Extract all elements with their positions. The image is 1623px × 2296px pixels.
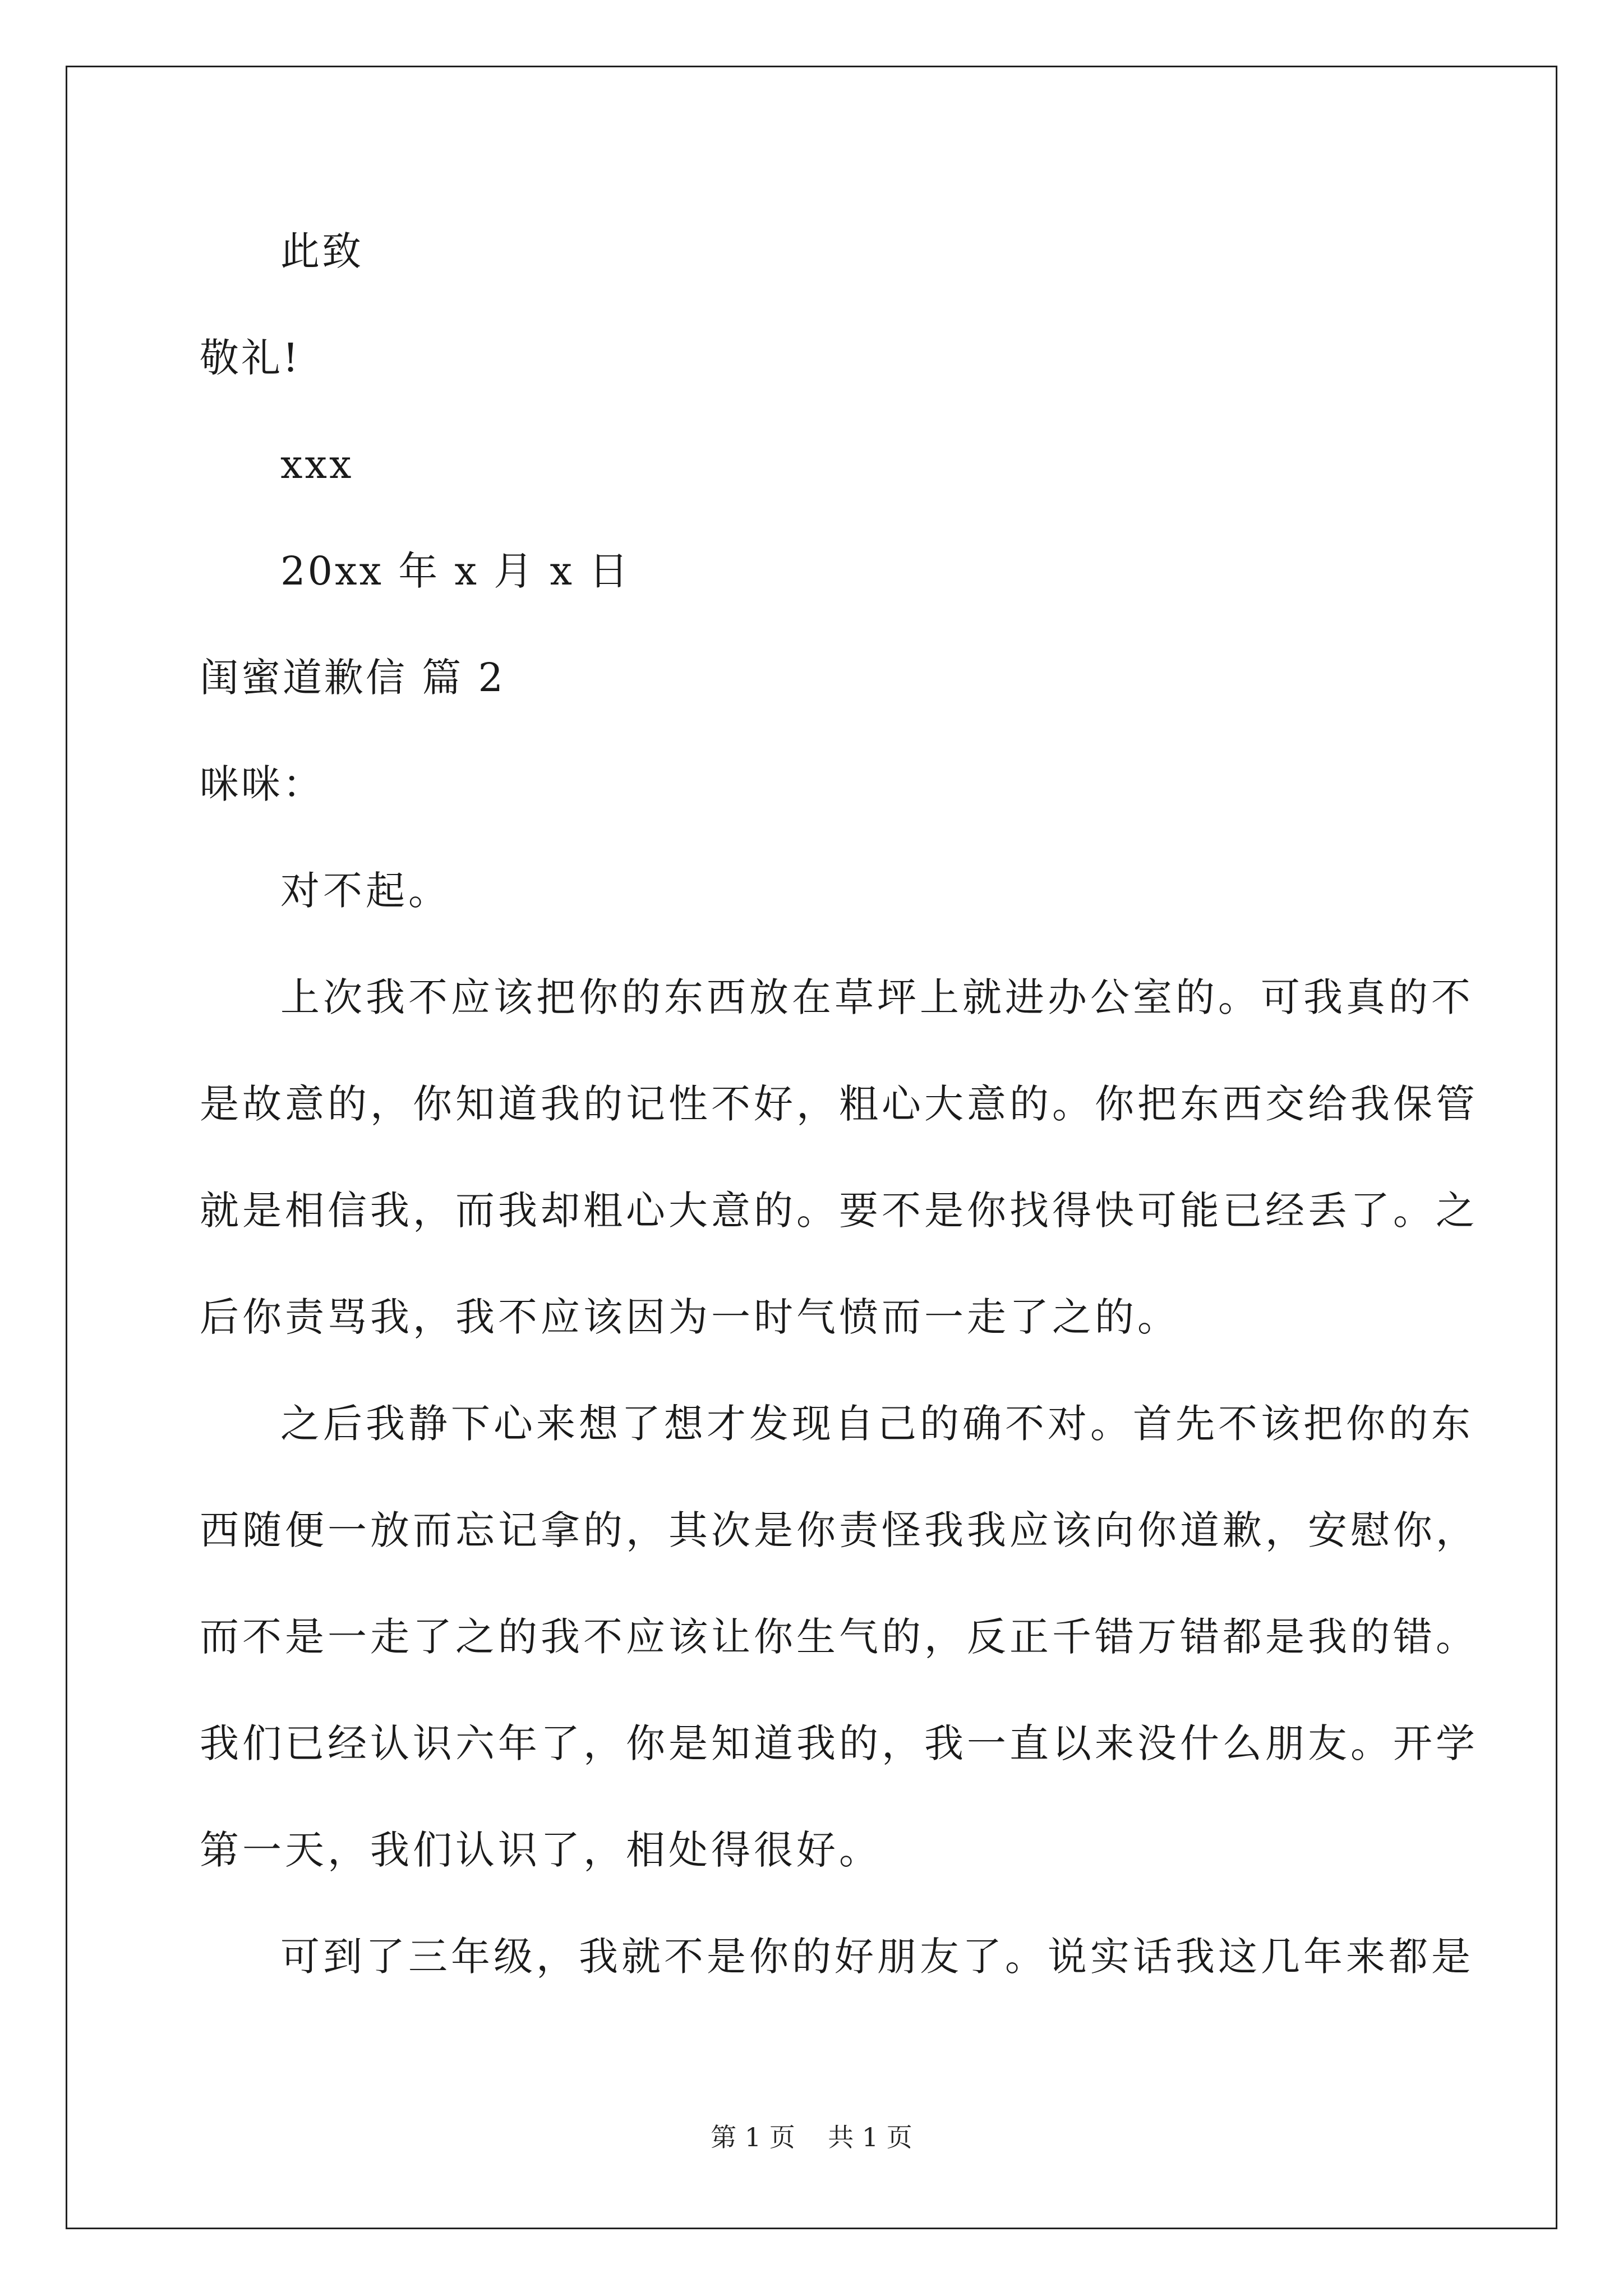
paragraph-3 [200,1397,1478,1930]
section-title: 闺蜜道歉信 篇 2 [200,655,506,701]
salute-line: 敬礼! [200,335,301,381]
paragraph-line: 可到了三年级，我就不是你的好朋友了。说实话我这几年来都是 [280,1934,1474,1980]
paragraph-4 [200,1930,1474,2036]
closing-line: 此致 [280,228,363,274]
greeting: 咪咪： [200,761,324,807]
paragraph-1 [200,864,1433,970]
paragraph-line: 后你责骂我，我不应该因为一时气愤而一走了之的。 [200,1294,1180,1340]
paragraph-line: 是故意的，你知道我的记性不好，粗心大意的。你把东西交给我保管 [200,1081,1478,1127]
paragraph-line: 西随便一放而忘记拿的，其次是你责怪我我应该向你道歉，安慰你， [200,1507,1478,1553]
paragraph-line: 之后我静下心来想了想才发现自己的确不对。首先不该把你的东 [280,1401,1474,1447]
paragraph-line: 我们已经认识六年了，你是知道我的，我一直以来没什么朋友。开学 [200,1720,1478,1766]
date-line: 20xx 年 x 月 x 日 [280,548,631,594]
paragraph-line: 对不起。 [280,868,451,914]
paragraph-line: 就是相信我，而我却粗心大意的。要不是你找得快可能已经丢了。之 [200,1188,1478,1234]
page-footer: 第 1 页 共 1 页 [711,2122,912,2152]
signature: xxx [280,441,354,487]
paragraph-line: 第一天，我们认识了，相处得很好。 [200,1827,882,1873]
paragraph-2 [200,970,1478,1397]
paragraph-line: 而不是一走了之的我不应该让你生气的，反正千错万错都是我的错。 [200,1614,1478,1660]
paragraph-line: 上次我不应该把你的东西放在草坪上就进办公室的。可我真的不 [280,974,1474,1020]
